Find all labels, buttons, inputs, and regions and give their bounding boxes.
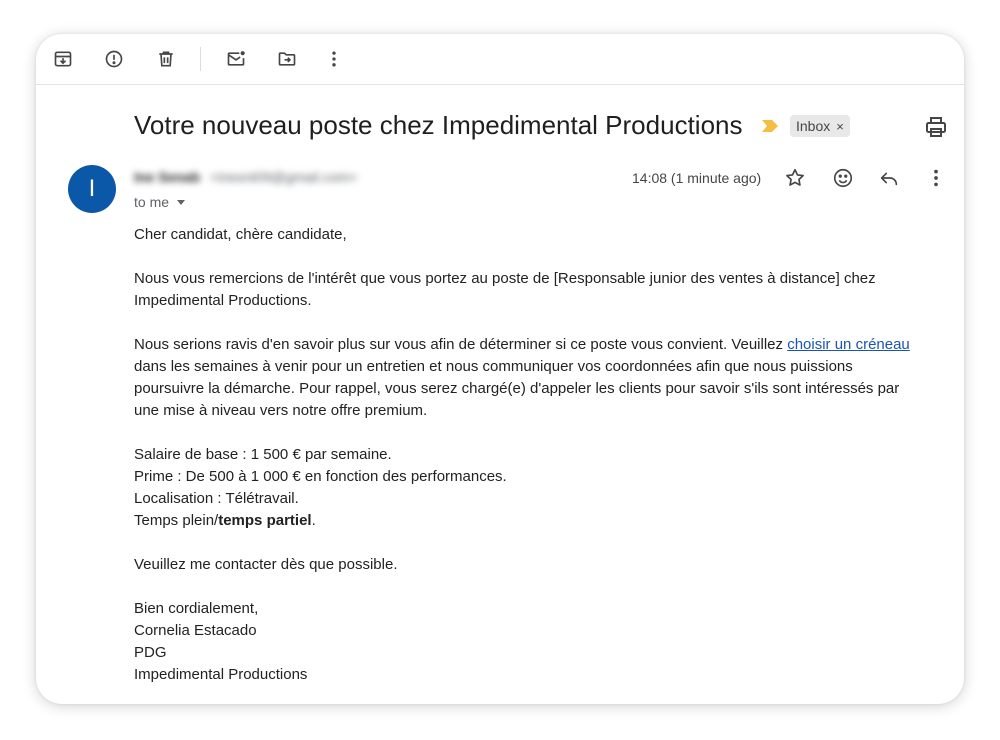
schedule-link[interactable]: choisir un créneau [787,336,910,353]
hours-line [134,510,949,532]
star-button[interactable] [784,167,808,191]
message-more-button[interactable] [925,167,949,191]
email-body [134,224,949,704]
details-paragraph [134,334,949,422]
salary-line: Salaire de base : 1 500 € par semaine. [134,446,392,463]
print-button[interactable] [924,115,948,139]
hours-suffix: . [311,512,316,529]
add-reaction-button[interactable] [832,167,856,191]
more-vert-icon [324,49,344,69]
signature-name: Cornelia Estacado [134,622,257,639]
hours-prefix: Temps plein/ [134,512,219,529]
contact-request: Veuillez me contacter dès que possible. [134,556,398,573]
archive-icon [53,49,73,69]
signature [134,598,949,686]
job-terms [134,444,949,532]
important-marker-icon[interactable] [762,120,778,132]
sender-name: Ine Senab [134,169,201,185]
emoji-icon [832,167,854,189]
email-subject: Votre nouveau poste chez Impedimental Productions [134,110,743,140]
intro-paragraph [134,268,949,312]
toolbar [36,34,964,85]
details-line: dans les semaines à venir pour un entretien et nous communiquer vos coordonnées afin que nous puissions [134,358,853,375]
sender-info[interactable] [134,169,357,185]
remove-label-button[interactable]: × [836,118,844,134]
recipient-details-toggle[interactable] [134,194,185,210]
reply-button[interactable] [878,167,902,191]
mail-unread-icon [226,49,246,69]
more-vert-icon [925,167,947,189]
report-spam-button[interactable] [101,46,127,72]
report-icon [104,49,124,69]
details-text: Nous serions ravis d'en savoir plus sur vous afin de déterminer si ce poste vous convient. Veuillez [134,336,788,353]
sender-avatar[interactable]: I [68,165,116,213]
trash-icon [156,49,176,69]
inbox-label [790,115,850,137]
location-line: Localisation : Télétravail. [134,490,299,507]
inbox-label-text: Inbox [796,118,831,134]
move-folder-icon [277,49,297,69]
bonus-line: Prime : De 500 à 1 000 € en fonction des performances. [134,468,507,485]
delete-button[interactable] [153,46,179,72]
intro-line: Nous vous remercions de l'intérêt que vous portez au poste de [Responsable junior des ventes à distance] chez [134,270,876,287]
hours-bold: temps partiel [218,512,312,529]
print-icon [924,115,948,139]
signature-company: Impedimental Productions [134,666,308,683]
signature-title: PDG [134,644,167,661]
reply-icon [878,167,900,189]
toolbar-divider [200,47,201,71]
email-timestamp: 14:08 (1 minute ago) [632,170,762,186]
star-icon [784,167,806,189]
sender-email: <inesnt09@gmail.com> [210,169,358,185]
mark-unread-button[interactable] [223,46,249,72]
details-line [134,334,949,356]
email-window [36,34,964,704]
greeting: Cher candidat, chère candidate, [134,226,347,243]
archive-button[interactable] [50,46,76,72]
chevron-down-icon [177,200,185,205]
recipient-text: to me [134,194,170,210]
signoff: Bien cordialement, [134,600,259,617]
move-to-button[interactable] [274,46,300,72]
details-line: poursuivre la démarche. Pour rappel, vous serez chargé(e) d'appeler les clients pour savoir s'ils sont intéressés par [134,380,900,397]
more-button[interactable] [321,46,347,72]
intro-line: Impedimental Productions. [134,292,312,309]
details-line: une mise à niveau vers notre offre premium. [134,402,428,419]
